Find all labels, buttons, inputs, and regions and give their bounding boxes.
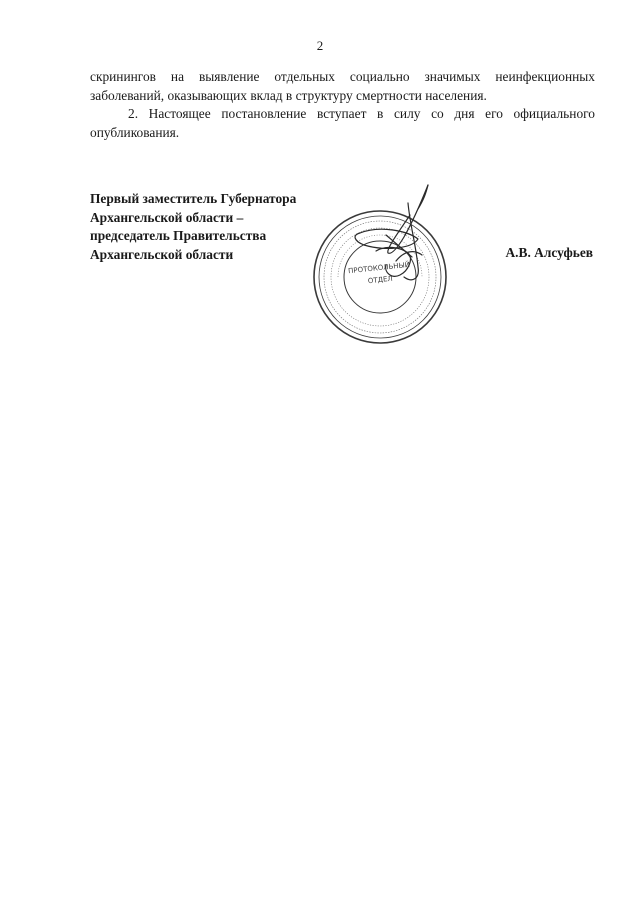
paragraph-1-line-1: скринингов на выявление отдельных социально значимых неинфекционных [90,69,595,84]
stamp-center-text-1: ПРОТОКОЛЬНЫЙ [347,260,411,276]
signatory-title-line: Архангельской области [90,246,234,262]
paragraph-2-line-1: 2. Настоящее постановление вступает в силу со дня его официального [128,106,595,121]
signatory-title-line: Архангельской области – [90,209,244,225]
paragraph-2-line-2: опубликования. [90,124,180,140]
page-number: 2 [316,38,324,53]
signatory-title-line: председатель Правительства [90,228,267,243]
stamp-center-text-2: ОТДЕЛ [367,274,394,286]
signatory-name: А.В. Алсуфьев [505,245,593,260]
stamp-seal [314,211,446,343]
signatory-title-line: Первый заместитель Губернатора [90,191,297,206]
paragraph-1-line-2: заболеваний, оказывающих вклад в структуру смертности населения. [90,87,487,103]
body-text [90,68,595,142]
official-stamp-with-signature [300,175,460,375]
